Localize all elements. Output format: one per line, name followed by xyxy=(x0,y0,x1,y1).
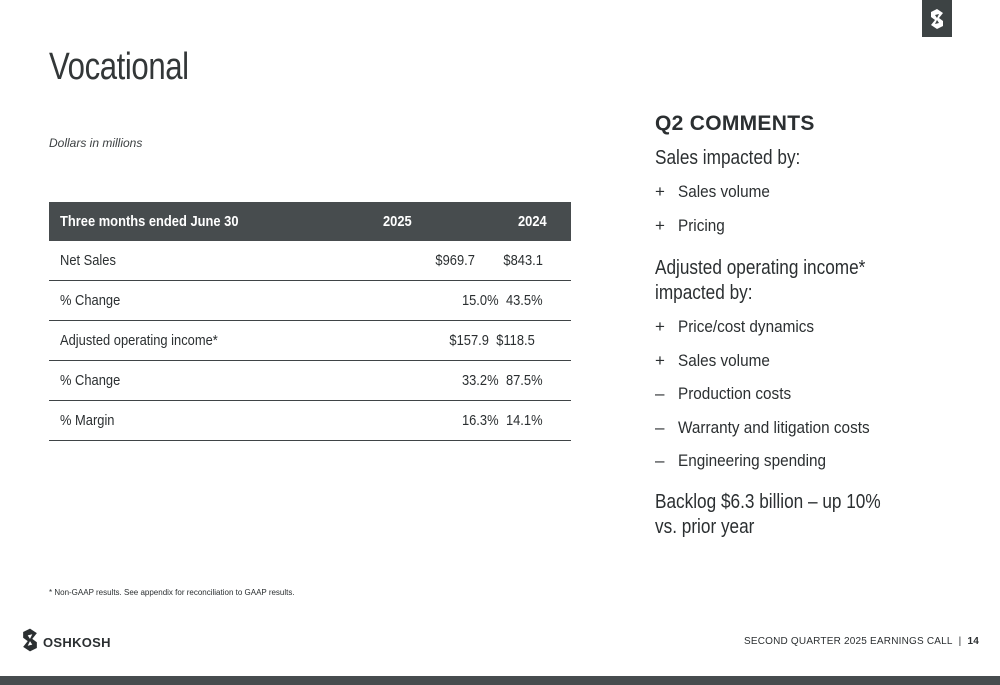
value-2024: $118.5 xyxy=(475,321,571,361)
value-2025: $157.9 xyxy=(360,321,475,361)
list-item xyxy=(655,377,955,411)
comments-heading: Q2 COMMENTS xyxy=(655,112,815,135)
list-item xyxy=(655,209,955,243)
value-2024: 14.1% xyxy=(475,401,571,441)
value-2025: 33.2% xyxy=(360,361,475,401)
header-2024: 2024 xyxy=(475,202,571,241)
table-row xyxy=(49,321,571,361)
bullet-sign: + xyxy=(655,215,665,235)
list-item xyxy=(655,175,955,209)
bullet-text: Sales volume xyxy=(678,182,770,201)
q2-comments-panel xyxy=(655,112,955,540)
list-item xyxy=(655,310,955,344)
bullet-text: Engineering spending xyxy=(678,451,827,470)
income-impact-title: Adjusted operating income* impacted by: xyxy=(655,257,866,304)
table-header-row xyxy=(49,202,571,241)
bullet-sign: – xyxy=(655,451,665,470)
row-label: % Change xyxy=(49,281,360,321)
oshkosh-logo-icon xyxy=(22,627,38,658)
header-period: Three months ended June 30 xyxy=(49,202,360,241)
bullet-sign: – xyxy=(655,417,665,437)
list-item xyxy=(655,344,955,378)
footer-info xyxy=(744,636,979,647)
financial-table xyxy=(49,202,571,441)
value-2024: $843.1 xyxy=(475,241,571,281)
income-impact-list xyxy=(655,310,955,478)
sales-impact-list xyxy=(655,175,955,242)
event-name: SECOND QUARTER 2025 EARNINGS CALL xyxy=(743,636,953,647)
table-row xyxy=(49,241,571,281)
bullet-sign: + xyxy=(655,317,665,336)
value-2024: 43.5% xyxy=(475,281,571,321)
footnote: * Non-GAAP results. See appendix for reconciliation to GAAP results. xyxy=(49,588,295,597)
brand-logo xyxy=(22,627,111,658)
value-2025: $969.7 xyxy=(360,241,475,281)
bullet-sign: + xyxy=(655,182,665,201)
row-label: Adjusted operating income* xyxy=(49,321,360,361)
sales-impact-title: Sales impacted by: xyxy=(655,147,801,169)
bullet-sign: – xyxy=(655,384,665,403)
row-label: % Change xyxy=(49,361,360,401)
value-2025: 16.3% xyxy=(360,401,475,441)
table-row xyxy=(49,361,571,401)
units-note: Dollars in millions xyxy=(49,136,143,150)
list-item xyxy=(655,411,955,445)
oshkosh-mark-icon xyxy=(922,0,952,37)
bullet-text: Production costs xyxy=(678,384,792,403)
backlog-note: Backlog $6.3 billion – up 10% vs. prior year xyxy=(655,490,881,538)
bullet-text: Warranty and litigation costs xyxy=(678,417,870,437)
table-row xyxy=(49,401,571,441)
bullet-text: Price/cost dynamics xyxy=(678,317,815,336)
table-row xyxy=(49,281,571,321)
row-label: % Margin xyxy=(49,401,360,441)
list-item xyxy=(655,444,955,478)
footer-bar xyxy=(0,676,1000,685)
value-2025: 15.0% xyxy=(360,281,475,321)
page-number: 14 xyxy=(967,636,979,647)
bullet-sign: + xyxy=(655,350,665,370)
brand-name: OSHKOSH xyxy=(43,635,111,650)
page-title: Vocational xyxy=(49,46,189,88)
value-2024: 87.5% xyxy=(475,361,571,401)
bullet-text: Pricing xyxy=(678,215,725,235)
row-label: Net Sales xyxy=(49,241,360,281)
footer-separator: | xyxy=(958,636,962,647)
header-2025: 2025 xyxy=(360,202,475,241)
bullet-text: Sales volume xyxy=(678,350,770,370)
